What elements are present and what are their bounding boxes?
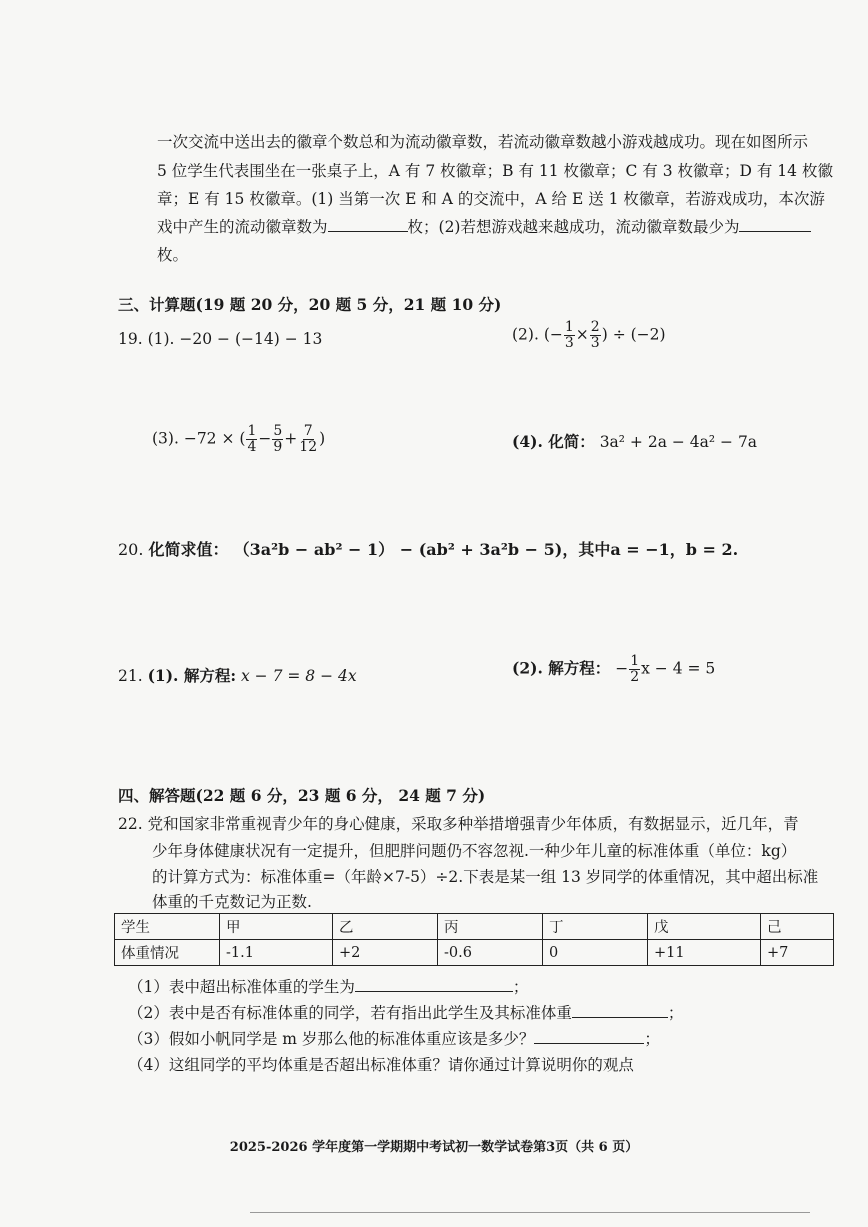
intro-line-5: 枚。 (157, 246, 189, 264)
q22-sub-2-text: （2）表中是否有标准体重的同学，若有指出此学生及其标准体重 (128, 1004, 572, 1022)
q19-part-1-label: (1). (147, 330, 175, 348)
q20-expr: （3a²b − ab² − 1） − (ab² + 3a²b − 5)，其中a = −1，b = 2. (233, 540, 739, 559)
frac-denominator: 3 (590, 335, 600, 351)
frac-numerator: 1 (564, 319, 574, 335)
intro-line-4-b: 枚；(2)若想游戏越来越成功，流动徽章数最少为 (407, 218, 740, 236)
bottom-rule (250, 1212, 810, 1213)
table-cell: 己 (761, 914, 834, 940)
q19-part-3-minus: − (258, 429, 272, 448)
frac-denominator: 2 (630, 669, 640, 685)
weight-table (114, 913, 834, 966)
q19-part-2-frac-2 (590, 320, 601, 351)
q22-sub-3-end: ； (644, 1030, 660, 1048)
q21-part-2-label: (2). 解方程： (512, 658, 611, 678)
table-cell: 戊 (648, 914, 761, 940)
frac-denominator: 12 (299, 439, 318, 455)
q20-number: 20. (118, 540, 144, 559)
q19-part-2-open: (− (543, 325, 563, 344)
q22-line-2: 少年身体健康状况有一定提升，但肥胖问题仍不容忽视.一种少年儿童的标准体重（单位：kg） (152, 842, 797, 860)
table-cell: +11 (648, 940, 761, 966)
frac-numerator: 7 (303, 423, 313, 439)
page-footer: 2025-2026 学年度第一学期期中考试初一数学试卷第3页（共 6 页） (229, 1140, 639, 1155)
q19-part-2-frac-1 (564, 320, 575, 351)
answer-blank-standard[interactable] (572, 1001, 668, 1018)
q22-line-1 (118, 812, 799, 834)
q21-number: 21. (118, 667, 143, 685)
q20 (118, 537, 738, 560)
q19-part-1 (118, 330, 322, 348)
q19-part-2-close: ) ÷ (−2) (601, 325, 666, 344)
table-cell: 甲 (220, 914, 333, 940)
q22-text-1: 党和国家非常重视青少年的身心健康，采取多种举措增强青少年体质，有数据显示，近几年，青 (147, 815, 799, 833)
q19-part-2-times: × (575, 325, 589, 344)
table-cell: 学生 (115, 914, 220, 940)
answer-blank-flow-count[interactable] (328, 215, 408, 232)
table-cell: 丙 (438, 914, 543, 940)
table-cell: 体重情况 (115, 940, 220, 966)
q22-sub-1-text: （1）表中超出标准体重的学生为 (128, 978, 355, 996)
table-cell: 0 (543, 940, 648, 966)
q22-line-4: 体重的千克数记为正数. (152, 893, 312, 911)
q22-number: 22. (118, 815, 143, 833)
q19-part-2 (512, 320, 666, 351)
q19-part-3-label: (3). (152, 429, 179, 448)
q19-part-3-plus: + (284, 429, 298, 448)
q21-part-2-minus: − (615, 659, 629, 678)
q21-part-1-expr: x − 7 = 8 − 4x (241, 667, 357, 685)
q22-sub-3-text: （3）假如小帆同学是 m 岁那么他的标准体重应该是多少？ (128, 1030, 535, 1048)
table-cell: -1.1 (220, 940, 333, 966)
table-cell: +2 (333, 940, 438, 966)
answer-blank-min-count[interactable] (739, 215, 811, 232)
table-header-row (115, 914, 834, 940)
section-3-title: 三、计算题(19 题 20 分，20 题 5 分，21 题 10 分) (118, 295, 502, 314)
frac-numerator: 1 (630, 653, 640, 669)
frac-denominator: 4 (247, 439, 257, 455)
q22-sub-3 (128, 1027, 660, 1049)
q22-sub-2 (128, 1001, 683, 1023)
frac-numerator: 2 (590, 319, 600, 335)
intro-line-4 (157, 215, 811, 237)
q21-part-2 (512, 654, 715, 685)
q22-sub-4: （4）这组同学的平均体重是否超出标准体重？请你通过计算说明你的观点 (128, 1056, 634, 1074)
q20-label: 化简求值： (148, 540, 229, 559)
q19-number: 19. (118, 330, 143, 348)
q21-part-1-label: (1). 解方程: (147, 666, 237, 685)
q19-part-3-open: −72 × ( (183, 429, 246, 448)
q22-sub-2-end: ； (667, 1004, 684, 1022)
q22-sub-1 (128, 975, 528, 997)
q21-part-2-frac (629, 654, 640, 685)
q19-part-3 (152, 424, 325, 455)
section-4-title: 四、解答题(22 题 6 分，23 题 6 分， 24 题 7 分) (118, 786, 486, 805)
intro-line-1: 一次交流中送出去的徽章个数总和为流动徽章数，若流动徽章数越小游戏越成功。现在如图所示 (157, 133, 809, 151)
q19-part-3-close: ) (319, 429, 326, 448)
q21-part-1 (118, 664, 357, 686)
q19-part-3-frac-1 (246, 424, 257, 455)
intro-line-3: 章；E 有 15 枚徽章。(1) 当第一次 E 和 A 的交流中，A 给 E 送 1 枚徽章，若游戏成功，本次游 (157, 190, 825, 208)
q21-part-2-rest: x − 4 = 5 (641, 659, 716, 678)
q19-part-2-label: (2). (512, 325, 539, 344)
table-row (115, 940, 834, 966)
frac-denominator: 9 (273, 439, 283, 455)
table-cell: +7 (761, 940, 834, 966)
table-cell: -0.6 (438, 940, 543, 966)
intro-line-4-a: 戏中产生的流动徽章数为 (157, 218, 328, 236)
intro-line-2: 5 位学生代表围坐在一张桌子上，A 有 7 枚徽章；B 有 11 枚徽章；C 有 3 枚徽章；D 有 14 枚徽 (157, 162, 833, 180)
q19-part-3-frac-3 (298, 424, 318, 455)
table-cell: 丁 (543, 914, 648, 940)
answer-blank-overweight[interactable] (355, 975, 513, 992)
q19-part-4-label: (4). 化简： (512, 432, 595, 451)
frac-denominator: 3 (564, 335, 574, 351)
answer-blank-m-years[interactable] (534, 1027, 644, 1044)
q22-line-3: 的计算方式为：标准体重=（年龄×7-5）÷2.下表是某一组 13 岁同学的体重情况，其中超出标准 (152, 868, 819, 886)
frac-numerator: 1 (247, 423, 257, 439)
q19-part-1-expr: −20 − (−14) − 13 (179, 330, 323, 348)
q19-part-4-expr: 3a² + 2a − 4a² − 7a (599, 433, 758, 451)
q19-part-3-frac-2 (272, 424, 283, 455)
frac-numerator: 5 (273, 423, 283, 439)
table-cell: 乙 (333, 914, 438, 940)
q19-part-4 (512, 430, 757, 452)
q22-sub-1-end: ； (512, 978, 529, 996)
